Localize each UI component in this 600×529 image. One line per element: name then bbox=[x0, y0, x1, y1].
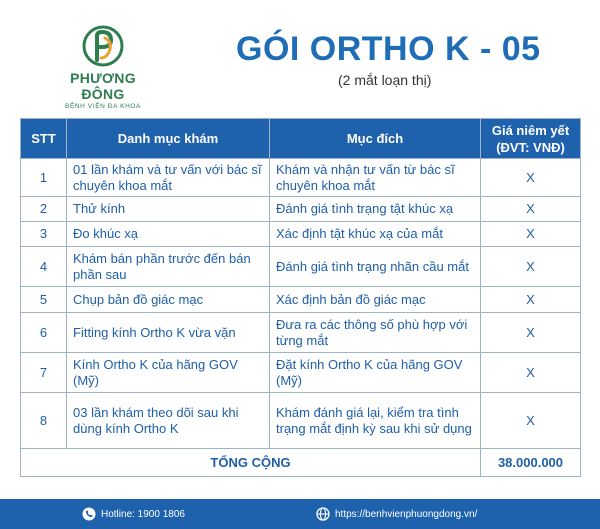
table-row bbox=[21, 159, 581, 197]
row-stt: 5 bbox=[21, 287, 67, 313]
col-header-stt: STT bbox=[21, 119, 67, 159]
table-row bbox=[21, 222, 581, 247]
hotline-text: Hotline: 1900 1806 bbox=[101, 508, 185, 520]
col-header-purpose: Mục đích bbox=[270, 119, 481, 159]
row-stt: 8 bbox=[21, 393, 67, 449]
website-link: https://benhvienphuongdong.vn/ bbox=[335, 508, 478, 520]
table-header-row bbox=[21, 119, 581, 159]
row-price: X bbox=[481, 313, 581, 353]
row-stt: 7 bbox=[21, 353, 67, 393]
footer-website[interactable] bbox=[316, 507, 477, 521]
table-row bbox=[21, 393, 581, 449]
row-purpose: Đánh giá tình trạng nhãn cầu mắt bbox=[270, 247, 481, 287]
row-stt: 4 bbox=[21, 247, 67, 287]
col-header-price: Giá niêm yết (ĐVT: VNĐ) bbox=[481, 119, 581, 159]
row-purpose: Xác định tật khúc xạ của mắt bbox=[270, 222, 481, 247]
col-header-item: Danh mục khám bbox=[67, 119, 270, 159]
footer-bar bbox=[0, 499, 600, 529]
total-row bbox=[21, 449, 581, 477]
total-value: 38.000.000 bbox=[481, 449, 581, 477]
row-stt: 2 bbox=[21, 197, 67, 222]
row-purpose: Khám và nhận tư vấn từ bác sĩ chuyên khoa mắt bbox=[270, 159, 481, 197]
row-item: Đo khúc xạ bbox=[67, 222, 270, 247]
table-row bbox=[21, 197, 581, 222]
table-row bbox=[21, 353, 581, 393]
brand-name: PHƯƠNG ĐÔNG bbox=[70, 70, 136, 102]
brand-tagline: BỆNH VIỆN ĐA KHOA bbox=[65, 103, 141, 110]
phone-icon bbox=[82, 507, 96, 521]
row-price: X bbox=[481, 197, 581, 222]
row-item: Fitting kính Ortho K vừa vặn bbox=[67, 313, 270, 353]
row-purpose: Xác định bản đồ giác mạc bbox=[270, 287, 481, 313]
row-price: X bbox=[481, 287, 581, 313]
page-title: GÓI ORTHO K - 05 bbox=[236, 30, 541, 68]
row-price: X bbox=[481, 159, 581, 197]
row-stt: 1 bbox=[21, 159, 67, 197]
row-purpose: Khám đánh giá lại, kiểm tra tình trạng mắt định kỳ sau khi sử dụng bbox=[270, 393, 481, 449]
table-row bbox=[21, 313, 581, 353]
phuong-dong-logo-icon bbox=[81, 24, 125, 68]
row-stt: 6 bbox=[21, 313, 67, 353]
page-subtitle: (2 mắt loạn thị) bbox=[338, 72, 432, 88]
row-item: 03 lần khám theo dõi sau khi dùng kính Ortho K bbox=[67, 393, 270, 449]
footer-hotline[interactable] bbox=[82, 507, 185, 521]
row-item: Khám bán phần trước đến bán phần sau bbox=[67, 247, 270, 287]
row-price: X bbox=[481, 393, 581, 449]
total-label: TỔNG CỘNG bbox=[21, 449, 481, 477]
table-row bbox=[21, 287, 581, 313]
table-row bbox=[21, 247, 581, 287]
row-item: 01 lần khám và tư vấn với bác sĩ chuyên khoa mắt bbox=[67, 159, 270, 197]
row-item: Kính Ortho K của hãng GOV (Mỹ) bbox=[67, 353, 270, 393]
row-price: X bbox=[481, 353, 581, 393]
globe-icon bbox=[316, 507, 330, 521]
row-item: Chụp bản đồ giác mạc bbox=[67, 287, 270, 313]
row-item: Thử kính bbox=[67, 197, 270, 222]
row-price: X bbox=[481, 222, 581, 247]
row-purpose: Đặt kính Ortho K của hãng GOV (Mỹ) bbox=[270, 353, 481, 393]
row-price: X bbox=[481, 247, 581, 287]
row-stt: 3 bbox=[21, 222, 67, 247]
row-purpose: Đánh giá tình trạng tật khúc xạ bbox=[270, 197, 481, 222]
hospital-logo bbox=[48, 24, 158, 110]
row-purpose: Đưa ra các thông số phù hợp với từng mắt bbox=[270, 313, 481, 353]
package-table bbox=[20, 118, 581, 477]
